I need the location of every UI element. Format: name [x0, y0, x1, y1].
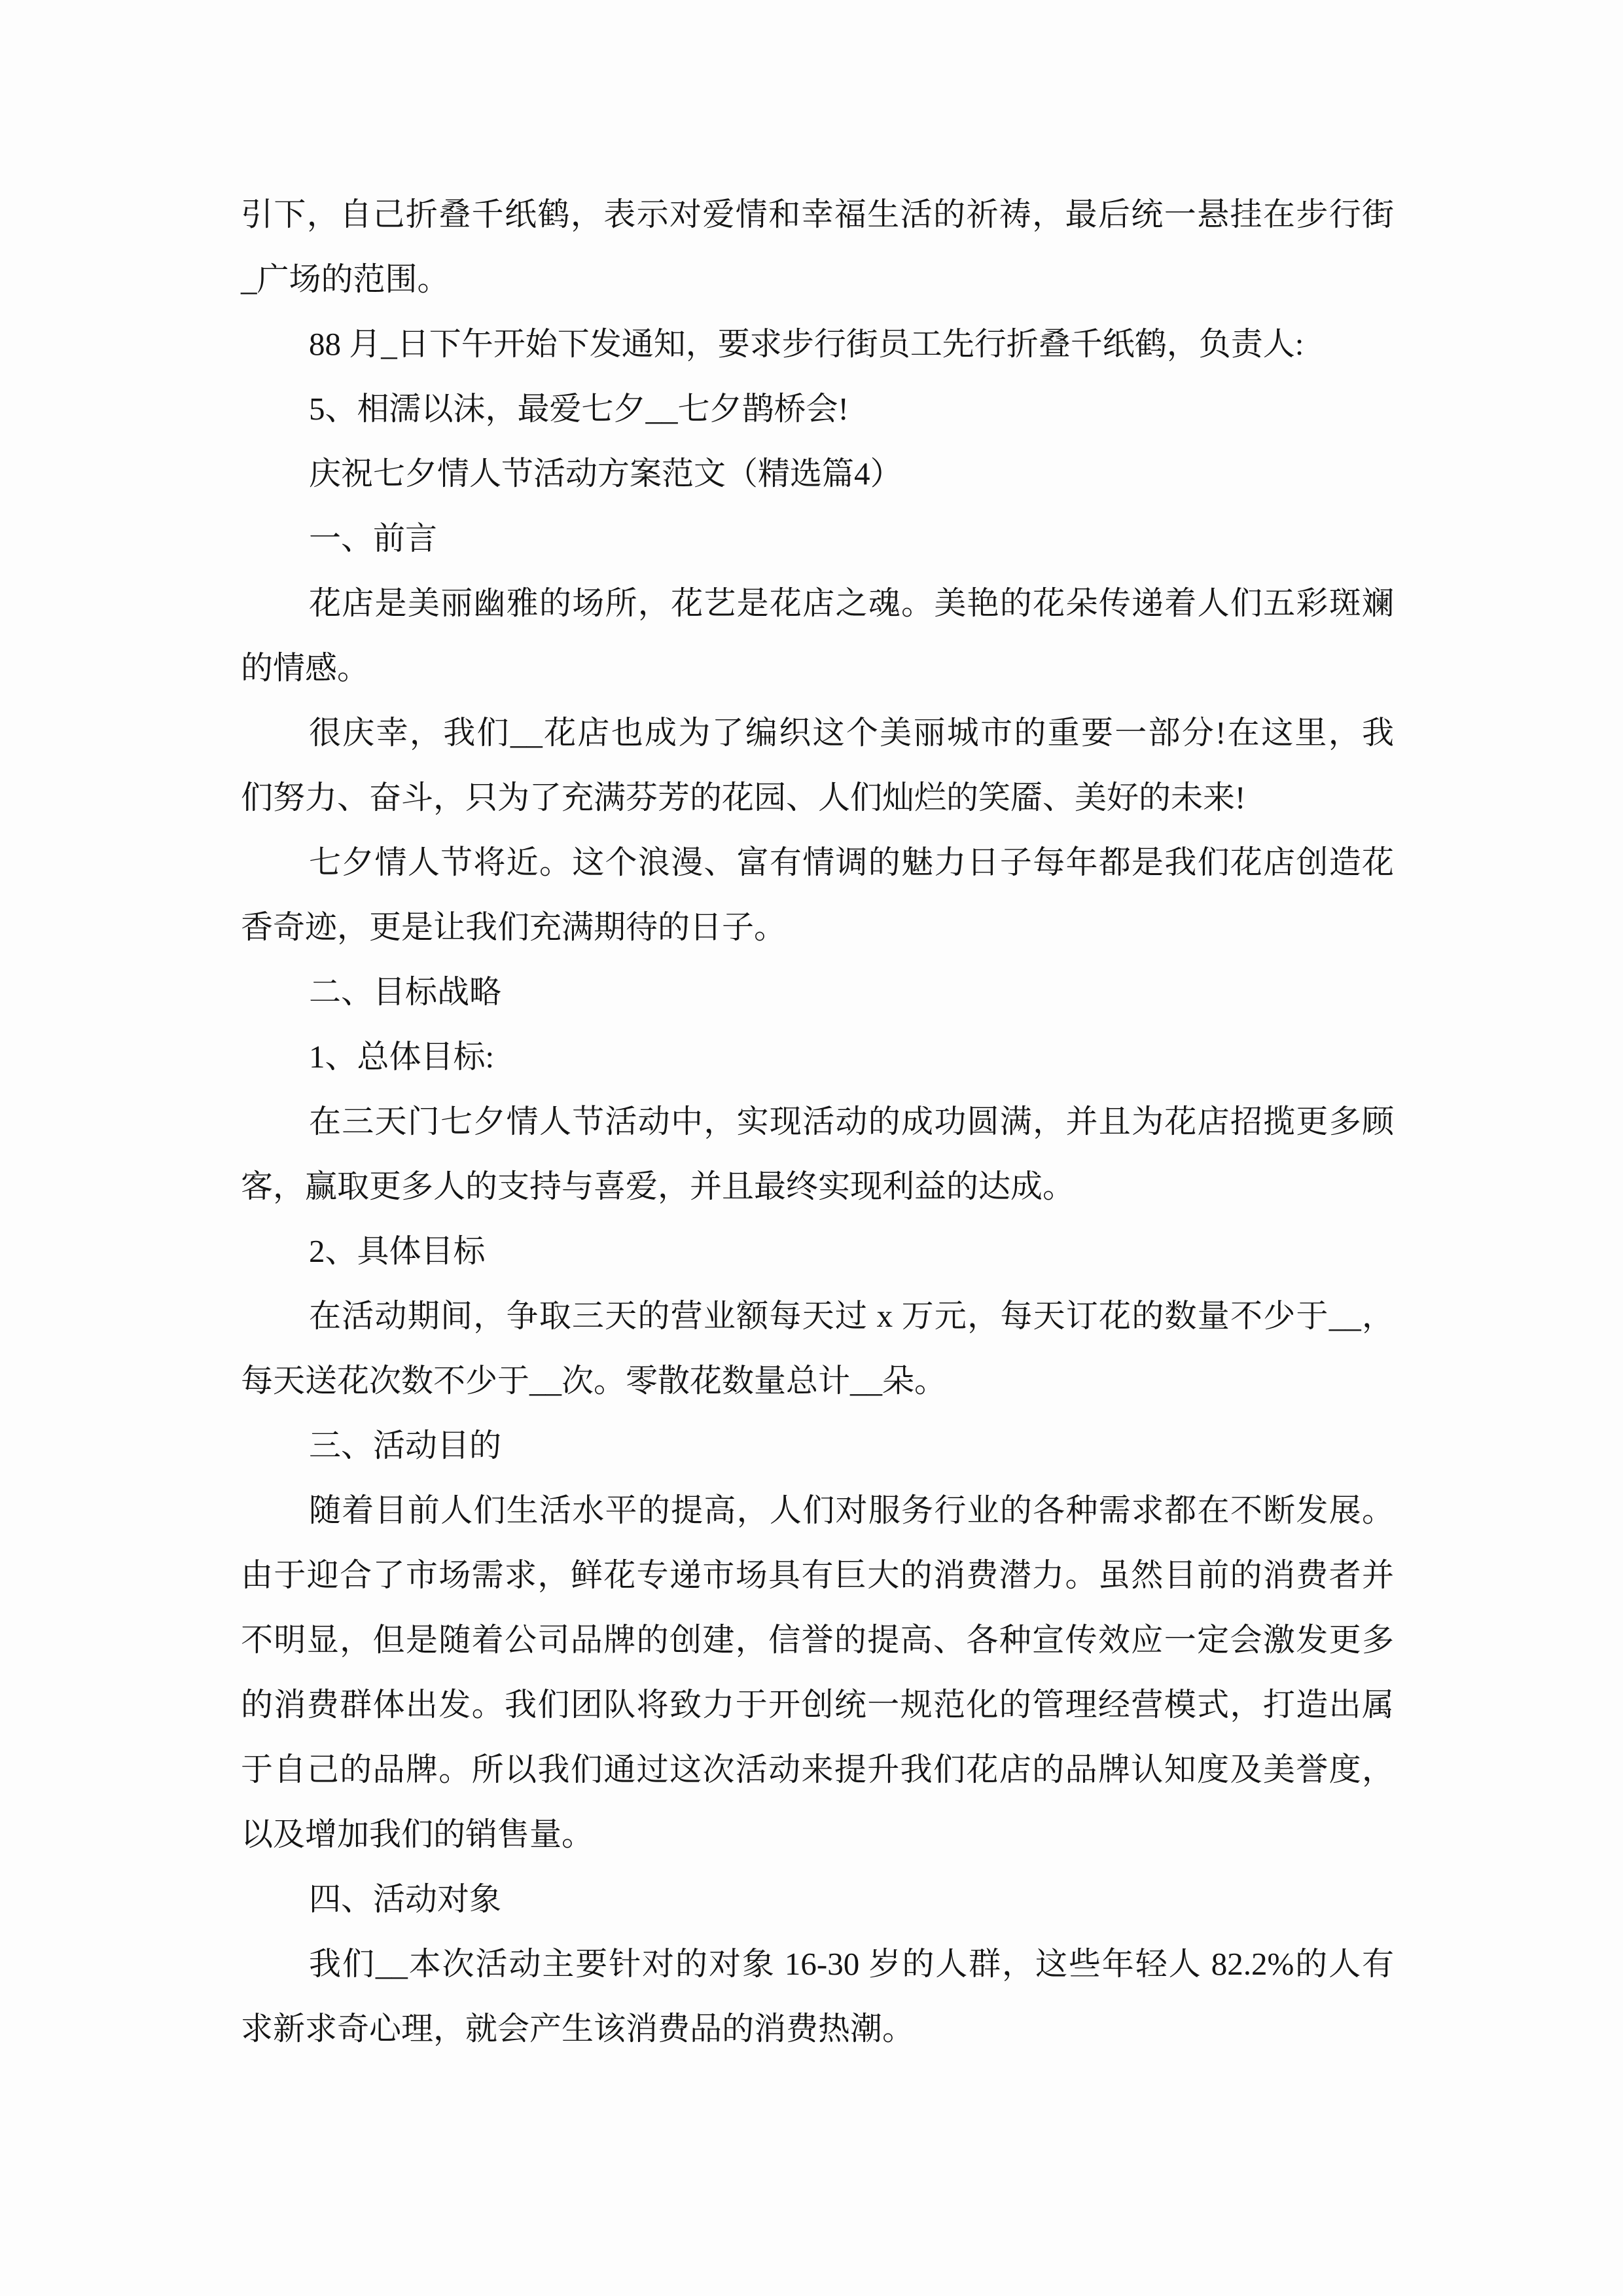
text-line: 四、活动对象	[309, 1881, 502, 1917]
text-line: 七夕情人节将近。这个浪漫、富有情调的魅力日子每年都是我们花店创造花	[309, 844, 1394, 880]
text-line: 三、活动目的	[309, 1427, 502, 1463]
text-line: 的情感。	[241, 650, 370, 686]
text-line: 每天送花次数不少于__次。零散花数量总计__朵。	[241, 1363, 947, 1399]
text-line: 2、具体目标	[309, 1233, 486, 1269]
text-line: 在活动期间，争取三天的营业额每天过 x 万元，每天订花的数量不少于__，	[309, 1298, 1394, 1334]
text-line: 庆祝七夕情人节活动方案范文（精选篇4）	[309, 456, 902, 492]
text-line: 随着目前人们生活水平的提高，人们对服务行业的各种需求都在不断发展。	[309, 1492, 1394, 1528]
document-body	[241, 182, 1394, 2061]
text-line: 由于迎合了市场需求，鲜花专递市场具有巨大的消费潜力。虽然目前的消费者并	[241, 1557, 1394, 1593]
text-line: 很庆幸，我们__花店也成为了编织这个美丽城市的重要一部分!在这里，我	[309, 715, 1394, 751]
text-line: 以及增加我们的销售量。	[241, 1816, 594, 1852]
text-line: 的消费群体出发。我们团队将致力于开创统一规范化的管理经营模式，打造出属	[241, 1687, 1394, 1723]
text-line: 二、目标战略	[309, 974, 502, 1010]
text-line: 不明显，但是随着公司品牌的创建，信誉的提高、各种宣传效应一定会激发更多	[241, 1622, 1394, 1658]
text-line: 我们__本次活动主要针对的对象 16-30 岁的人群，这些年轻人 82.2%的人有	[309, 1946, 1394, 1982]
text-line: 花店是美丽幽雅的场所，花艺是花店之魂。美艳的花朵传递着人们五彩斑斓	[309, 585, 1394, 621]
text-line: 在三天门七夕情人节活动中，实现活动的成功圆满，并且为花店招揽更多顾	[309, 1103, 1394, 1139]
text-line: 1、总体目标:	[309, 1039, 495, 1075]
text-line: 于自己的品牌。所以我们通过这次活动来提升我们花店的品牌认知度及美誉度，	[241, 1751, 1394, 1787]
text-line: 求新求奇心理，就会产生该消费品的消费热潮。	[241, 2011, 915, 2047]
text-line: 88 月_日下午开始下发通知，要求步行街员工先行折叠千纸鹤，负责人:	[309, 326, 1304, 362]
text-line: _广场的范围。	[241, 261, 450, 297]
text-line: 引下，自己折叠千纸鹤，表示对爱情和幸福生活的祈祷，最后统一悬挂在步行街	[241, 196, 1394, 232]
text-line: 5、相濡以沫，最爱七夕__七夕鹊桥会!	[309, 391, 849, 427]
text-line: 客，赢取更多人的支持与喜爱，并且最终实现利益的达成。	[241, 1168, 1075, 1204]
text-line: 香奇迹，更是让我们充满期待的日子。	[241, 909, 787, 945]
text-line: 们努力、奋斗，只为了充满芬芳的花园、人们灿烂的笑靥、美好的未来!	[241, 780, 1246, 816]
text-line: 一、前言	[309, 520, 438, 556]
